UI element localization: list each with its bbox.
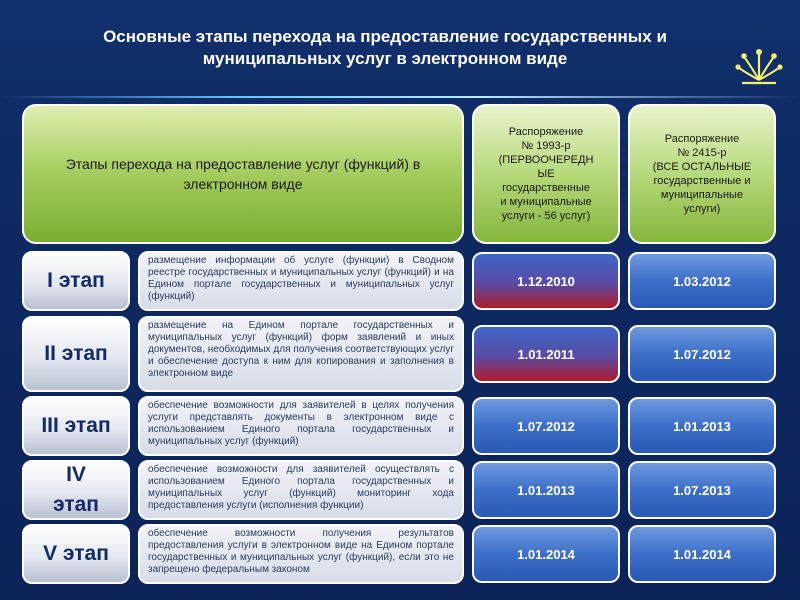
order-2415-header <box>628 104 776 244</box>
order-1993-line-3: (ПЕРВООЧЕРЕДН <box>498 154 594 166</box>
stage-2-label <box>22 316 130 392</box>
stages-column-header-text: Этапы перехода на предоставление услуг (функций) в электронном виде <box>65 156 421 192</box>
order-2415-line-3: (ВСЕ ОСТАЛЬНЫЕ <box>652 161 752 173</box>
stage-5-date-order-1993: 1.01.2014 <box>472 525 620 583</box>
stage-3-label-text: III этап <box>41 414 111 437</box>
stage-2-description: размещение на Едином портале государственных и муниципальных услуг (функций) форм заявлений и иных документов, необходимых для получения соответствующих услуг и обеспечение доступа к ним для копирования и заполнения в электронном виде <box>138 316 464 392</box>
stage-1-date-order-1993: 1.12.2010 <box>472 252 620 310</box>
stage-5-description: обеспечение возможности получения результатов предоставления услуги в электронном виде на Едином портале государственных и муниципальных услуг (функций), если это не запрещено федеральным законом <box>138 524 464 584</box>
order-1993-line-7: услуги - 56 услуг) <box>501 210 591 222</box>
stage-1-description: размещение информации об услуге (функции) в Сводном реестре государственных и муниципальных услуг (функций) и на Едином портале государственных и муниципальных услуг (функций) <box>138 251 464 311</box>
order-2415-line-1: Распоряжение <box>664 133 740 145</box>
stage-1-label-text: I этап <box>47 269 105 292</box>
stage-4-label-line-1: IV <box>66 463 86 486</box>
order-1993-line-5: государственные <box>502 182 590 194</box>
order-2415-line-2: № 2415-р <box>677 147 727 159</box>
stage-3-label <box>22 396 130 456</box>
stage-3-date-order-2415: 1.01.2013 <box>628 397 776 455</box>
stage-4-date-order-1993: 1.01.2013 <box>472 461 620 519</box>
order-2415-line-5: муниципальные <box>660 189 744 201</box>
stage-1-date-order-2415: 1.03.2012 <box>628 252 776 310</box>
stage-4-date-order-2415: 1.07.2013 <box>628 461 776 519</box>
stages-column-header <box>22 104 464 244</box>
stage-5-label-text: V этап <box>43 542 109 565</box>
stage-5-label <box>22 524 130 584</box>
stage-4-label <box>22 460 130 520</box>
order-2415-line-4: государственные и <box>653 175 751 187</box>
stage-1-label <box>22 251 130 311</box>
order-1993-line-6: и муниципальные <box>500 196 592 208</box>
order-1993-line-4: ЫЕ <box>537 168 555 180</box>
kurai-flower-logo-icon <box>734 40 784 86</box>
stage-2-label-text: II этап <box>44 342 108 365</box>
stage-4-description: обеспечение возможности для заявителей осуществлять с использованием Единого портала государственных и муниципальных услуг (функций) мониторинг хода предоставления услуги (исполнения функции) <box>138 460 464 520</box>
page-title: Основные этапы перехода на предоставление государственных и муниципальных услуг в электронном виде <box>103 27 667 68</box>
stage-3-description: обеспечение возможности для заявителей в целях получения услуги представлять документы в электронном виде с использованием Единого портала государственных и муниципальных услуг (функций) <box>138 396 464 456</box>
stage-2-date-order-2415: 1.07.2012 <box>628 325 776 383</box>
order-1993-line-1: Распоряжение <box>508 126 584 138</box>
order-1993-line-2: № 1993-р <box>521 140 571 152</box>
stage-2-date-order-1993: 1.01.2011 <box>472 325 620 383</box>
stage-5-date-order-2415: 1.01.2014 <box>628 525 776 583</box>
stage-3-date-order-1993: 1.07.2012 <box>472 397 620 455</box>
order-2415-line-6: услуги) <box>683 203 721 215</box>
order-1993-header <box>472 104 620 244</box>
stage-4-label-line-2: этап <box>53 493 99 516</box>
header-divider-line <box>0 96 800 98</box>
